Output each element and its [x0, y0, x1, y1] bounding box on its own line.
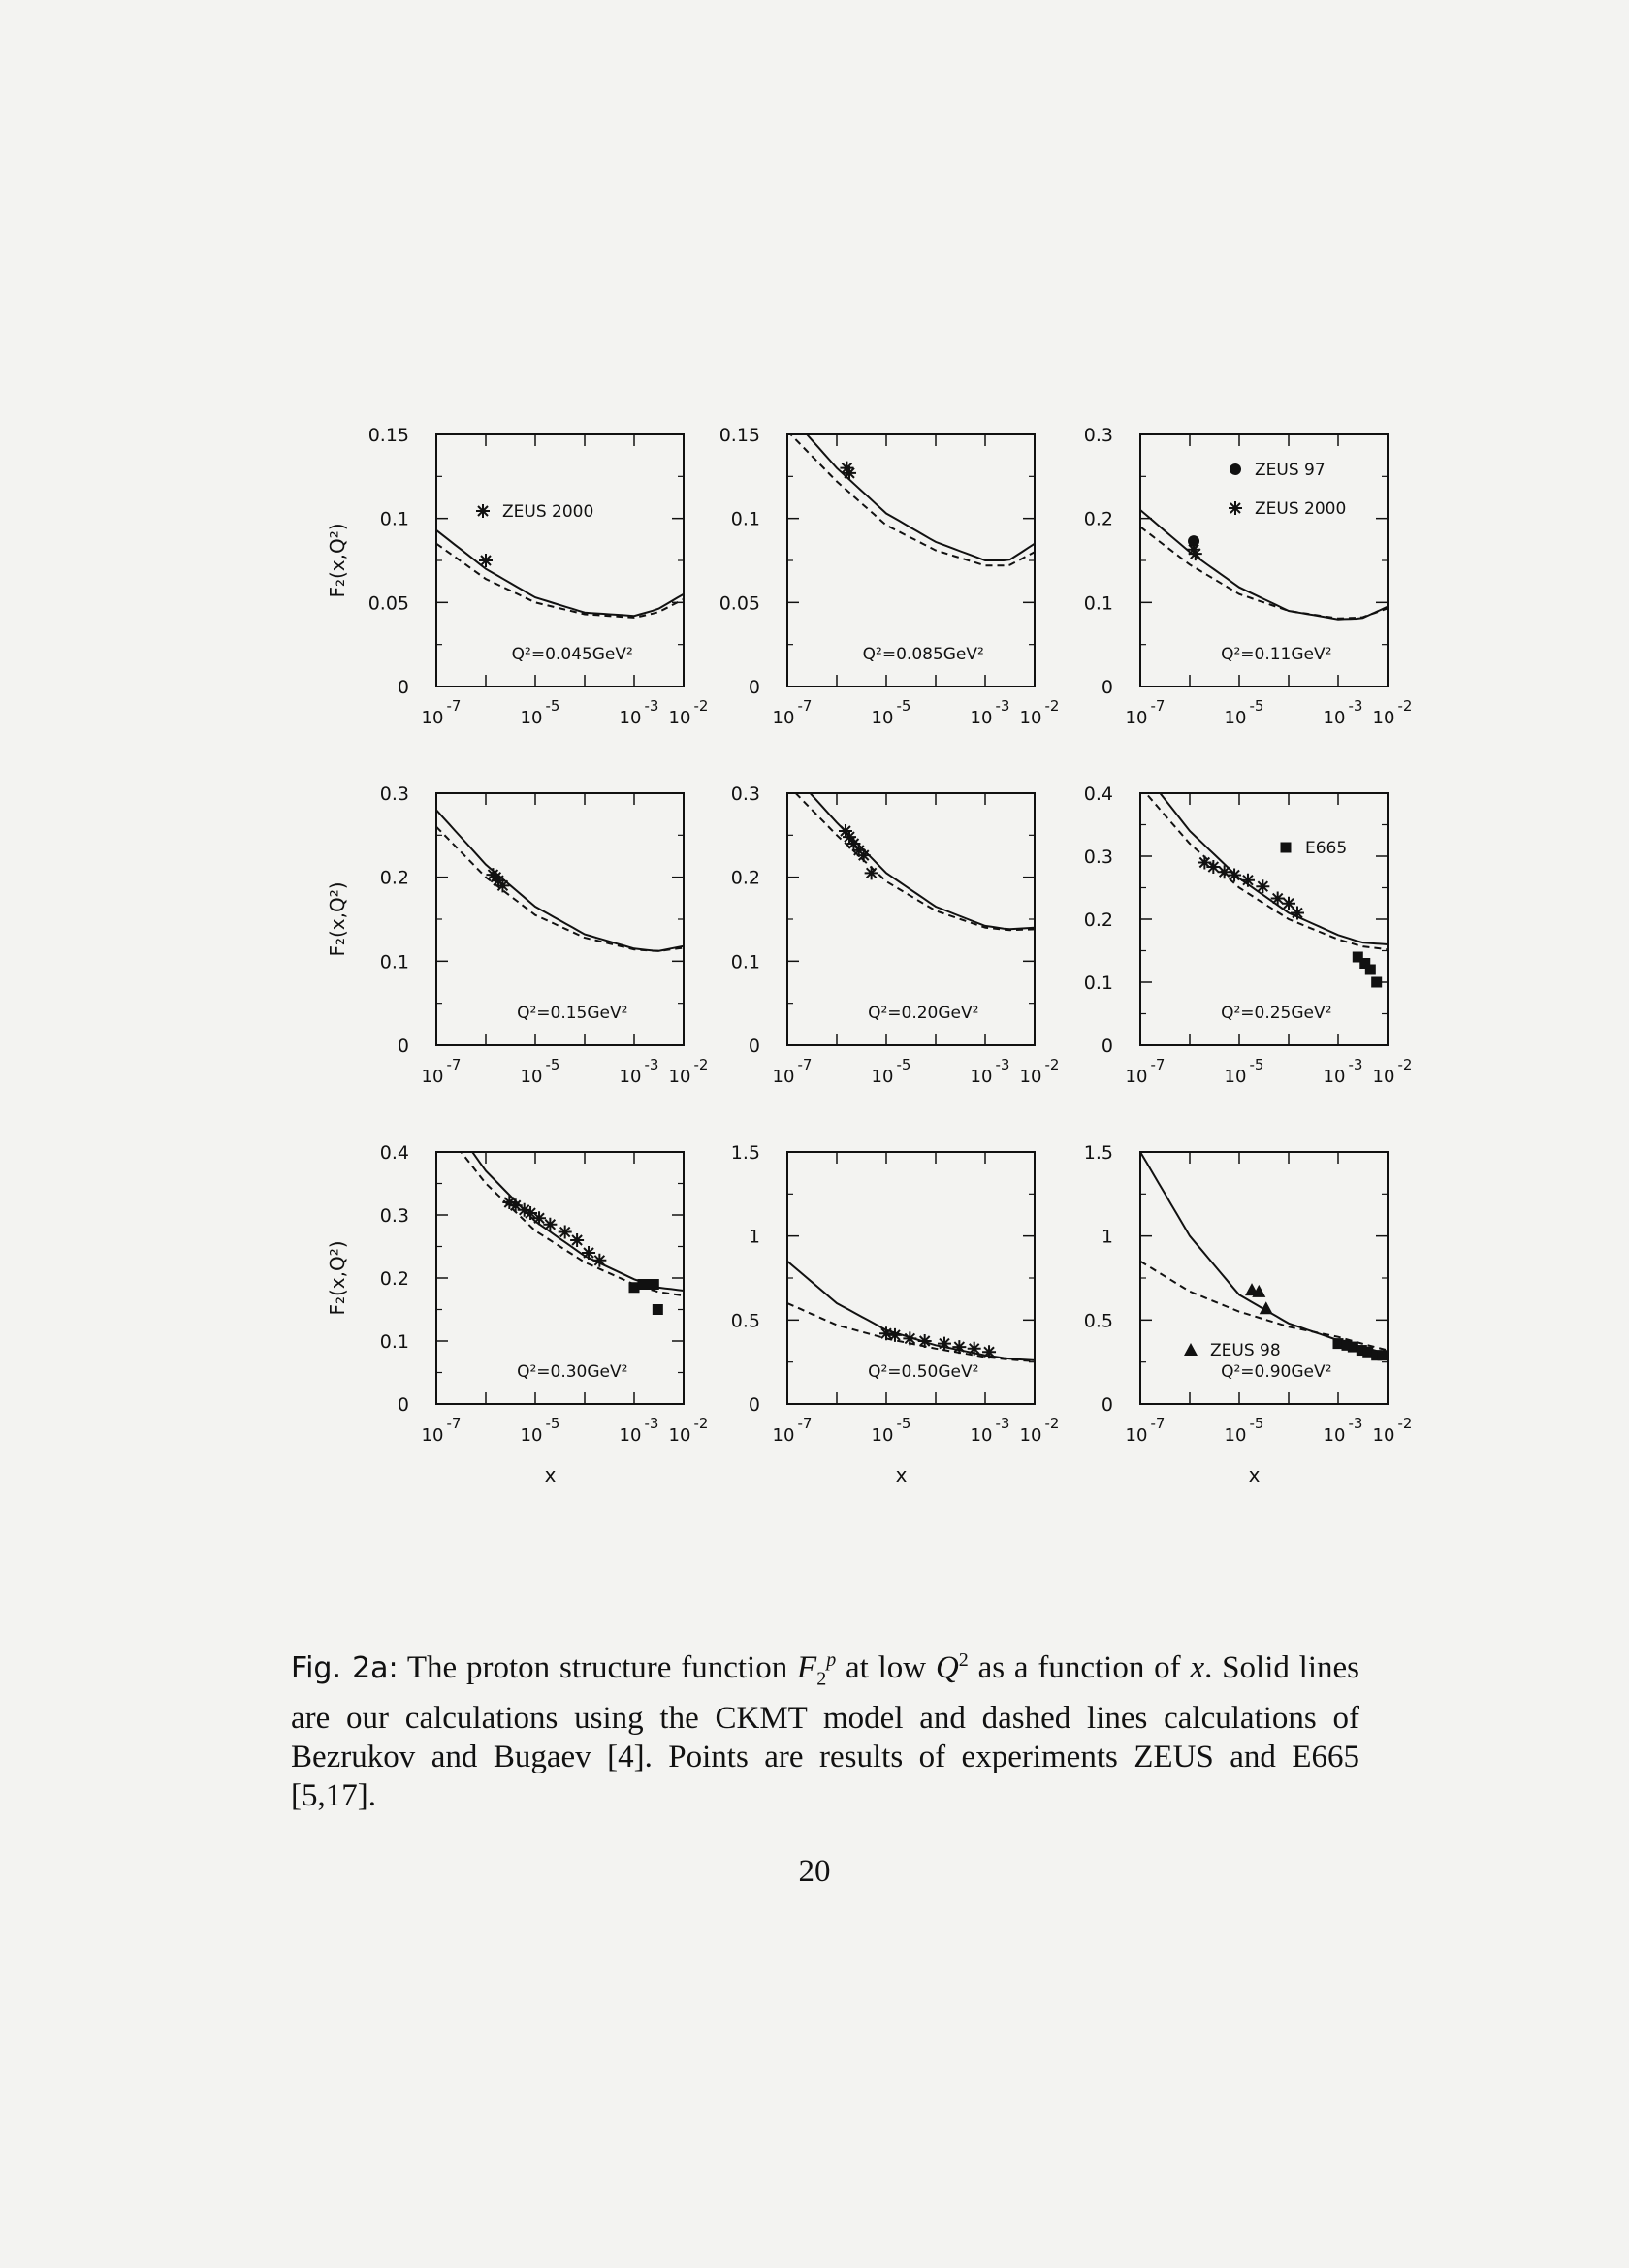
x-tick-label: 10 [1323, 1425, 1346, 1446]
x-tick-label: 10 [970, 708, 993, 728]
legend-marker [1281, 843, 1292, 853]
x-tick-label: 10 [1224, 708, 1247, 728]
y-tick-label: 0.1 [730, 508, 760, 530]
panel-6 [1084, 768, 1413, 1087]
legend-label: E665 [1305, 839, 1348, 858]
data-point [1241, 874, 1255, 887]
x-tick-exponent: -3 [644, 1056, 659, 1073]
x-tick-label: 10 [1224, 1067, 1247, 1087]
y-tick-label: 0.5 [730, 1310, 760, 1332]
x-tick-label: 10 [668, 1425, 691, 1446]
x-tick-label: 10 [1125, 1067, 1148, 1087]
x-tick-label: 10 [871, 708, 894, 728]
x-tick-exponent: -7 [446, 1056, 462, 1073]
panel-q2-label: Q²=0.30GeV² [517, 1362, 628, 1382]
y-tick-label: 0.4 [379, 1142, 409, 1164]
y-tick-label: 0.3 [379, 1205, 409, 1227]
data-point [592, 1254, 606, 1267]
x-tick-label: 10 [619, 1425, 642, 1446]
x-tick-exponent: -3 [995, 1056, 1010, 1073]
legend-label: ZEUS 97 [1255, 461, 1326, 480]
caption-symbol-q: Q [935, 1650, 959, 1685]
legend-marker [1230, 463, 1241, 475]
panel-q2-label: Q²=0.20GeV² [868, 1004, 979, 1023]
x-tick-label: 10 [421, 1425, 444, 1446]
x-tick-label: 10 [1019, 1425, 1042, 1446]
legend-marker [1184, 1343, 1198, 1356]
x-tick-exponent: -5 [1249, 697, 1264, 715]
x-tick-label: 10 [1323, 708, 1346, 728]
x-tick-exponent: -3 [1348, 1056, 1363, 1073]
y-tick-label: 0.1 [730, 951, 760, 974]
x-tick-label: 10 [1019, 708, 1042, 728]
panel-4 [326, 783, 708, 1087]
y-tick-label: 0.2 [1083, 508, 1113, 530]
x-tick-exponent: -2 [1397, 697, 1413, 715]
panel-q2-label: Q²=0.045GeV² [511, 645, 633, 664]
data-point [903, 1331, 916, 1345]
x-tick-label: 10 [1019, 1067, 1042, 1087]
legend-label: ZEUS 98 [1210, 1341, 1281, 1360]
y-axis-label: F₂(x,Q²) [326, 881, 349, 957]
x-tick-exponent: -7 [446, 1415, 462, 1432]
x-tick-label: 10 [871, 1067, 894, 1087]
x-tick-label: 10 [1372, 1425, 1395, 1446]
x-tick-exponent: -3 [995, 1415, 1010, 1432]
data-point [1256, 879, 1269, 893]
y-tick-label: 0.4 [1083, 783, 1113, 805]
caption-symbol-f-sub: 2 [816, 1668, 827, 1690]
x-tick-exponent: -2 [693, 697, 709, 715]
caption-symbol-f: F [797, 1650, 817, 1685]
x-tick-label: 10 [970, 1425, 993, 1446]
x-tick-exponent: -5 [896, 1056, 911, 1073]
data-point [559, 1226, 572, 1239]
y-tick-label: 0 [748, 677, 760, 698]
y-tick-label: 0.2 [730, 867, 760, 889]
x-tick-label: 10 [421, 1067, 444, 1087]
x-tick-exponent: -5 [896, 1415, 911, 1432]
data-point [982, 1345, 996, 1358]
x-tick-label: 10 [871, 1425, 894, 1446]
caption-symbol-q-sup: 2 [958, 1649, 969, 1671]
y-tick-label: 0 [1101, 1036, 1113, 1057]
legend-marker [476, 504, 490, 518]
x-tick-exponent: -5 [1249, 1415, 1264, 1432]
x-tick-exponent: -5 [545, 697, 560, 715]
y-tick-label: 1.5 [1083, 1142, 1113, 1164]
x-tick-exponent: -3 [644, 697, 659, 715]
y-tick-label: 0.2 [379, 867, 409, 889]
x-tick-exponent: -3 [995, 697, 1010, 715]
bezrukov-bugaev-curve [436, 544, 684, 618]
x-tick-label: 10 [1372, 708, 1395, 728]
data-point [857, 848, 871, 862]
ckmt-curve [1140, 768, 1388, 944]
y-tick-label: 0 [397, 1036, 409, 1057]
x-tick-exponent: -7 [1150, 1056, 1166, 1073]
x-axis-label: x [544, 1463, 557, 1486]
y-tick-label: 0.2 [1083, 910, 1113, 931]
x-axis-label: x [1248, 1463, 1261, 1486]
panel-3 [1084, 425, 1413, 728]
x-tick-label: 10 [619, 1067, 642, 1087]
data-point [888, 1328, 902, 1342]
x-tick-label: 10 [520, 1425, 543, 1446]
panel-q2-label: Q²=0.11GeV² [1221, 645, 1332, 664]
ckmt-curve [436, 1102, 684, 1291]
data-point [653, 1304, 663, 1315]
x-tick-exponent: -7 [797, 1415, 813, 1432]
caption-text-3: as a function of [977, 1650, 1181, 1685]
data-point [495, 878, 509, 892]
x-tick-exponent: -2 [693, 1056, 709, 1073]
y-tick-label: 0.15 [367, 425, 409, 446]
x-tick-exponent: -3 [1348, 1415, 1363, 1432]
data-point [1189, 547, 1202, 560]
data-point [968, 1342, 981, 1356]
caption-symbol-x: x [1190, 1650, 1205, 1685]
y-tick-label: 1 [748, 1226, 760, 1248]
panel-1 [326, 425, 708, 728]
plot-area [1140, 1152, 1389, 1360]
x-tick-label: 10 [970, 1067, 993, 1087]
x-tick-label: 10 [668, 708, 691, 728]
data-point [1378, 1350, 1389, 1360]
x-tick-label: 10 [619, 708, 642, 728]
y-tick-label: 0 [397, 1394, 409, 1416]
x-tick-exponent: -5 [896, 697, 911, 715]
data-point [543, 1218, 557, 1231]
legend-label: ZEUS 2000 [1255, 499, 1347, 519]
panel-q2-label: Q²=0.15GeV² [517, 1004, 628, 1023]
y-axis-label: F₂(x,Q²) [326, 1240, 349, 1316]
x-tick-label: 10 [772, 708, 795, 728]
ckmt-curve [436, 530, 684, 616]
x-tick-exponent: -2 [1044, 1056, 1060, 1073]
y-tick-label: 0.1 [379, 951, 409, 974]
x-tick-label: 10 [772, 1425, 795, 1446]
panel-q2-label: Q²=0.90GeV² [1221, 1362, 1332, 1382]
x-tick-exponent: -3 [1348, 697, 1363, 715]
data-point [1228, 869, 1241, 882]
x-tick-label: 10 [1372, 1067, 1395, 1087]
panel-7 [326, 1102, 708, 1486]
y-tick-label: 0.15 [719, 425, 760, 446]
x-tick-label: 10 [520, 1067, 543, 1087]
data-point [865, 866, 878, 879]
plot-area [436, 530, 684, 618]
bezrukov-bugaev-curve [1140, 787, 1388, 950]
plot-area [1140, 768, 1388, 988]
plot-area [787, 1262, 1035, 1361]
ckmt-curve [787, 1262, 1035, 1360]
data-point [1218, 865, 1231, 878]
x-tick-label: 10 [520, 708, 543, 728]
panel-8 [731, 1142, 1060, 1486]
y-tick-label: 0.2 [379, 1268, 409, 1290]
x-tick-exponent: -3 [644, 1415, 659, 1432]
data-point [918, 1334, 932, 1348]
x-tick-exponent: -5 [545, 1056, 560, 1073]
bezrukov-bugaev-curve [787, 1303, 1035, 1361]
x-tick-exponent: -2 [1044, 697, 1060, 715]
data-point [532, 1211, 546, 1225]
x-tick-exponent: -7 [1150, 697, 1166, 715]
y-tick-label: 0.3 [1083, 847, 1113, 868]
data-point [952, 1340, 966, 1354]
y-tick-label: 0.1 [1083, 592, 1113, 615]
x-tick-label: 10 [421, 708, 444, 728]
data-point [843, 466, 856, 480]
x-tick-exponent: -7 [797, 697, 813, 715]
data-point [649, 1279, 659, 1290]
x-tick-exponent: -2 [693, 1415, 709, 1432]
figure-label: Fig. 2a: [291, 1651, 399, 1685]
panel-5 [731, 768, 1060, 1087]
ckmt-curve [1140, 1152, 1388, 1354]
caption-symbol-f-sup: p [826, 1649, 837, 1671]
bezrukov-bugaev-curve [436, 827, 684, 951]
y-tick-label: 0 [1101, 677, 1113, 698]
x-tick-exponent: -2 [1044, 1415, 1060, 1432]
x-tick-exponent: -2 [1397, 1415, 1413, 1432]
y-tick-label: 0.3 [379, 783, 409, 805]
bezrukov-bugaev-curve [787, 784, 1035, 930]
data-point [1371, 977, 1382, 988]
y-tick-label: 0.5 [1083, 1310, 1113, 1332]
y-tick-label: 0.1 [1083, 973, 1113, 994]
x-tick-exponent: -5 [545, 1415, 560, 1432]
bezrukov-bugaev-curve [436, 1121, 684, 1296]
x-tick-exponent: -2 [1397, 1056, 1413, 1073]
data-point [1365, 965, 1376, 975]
y-tick-label: 1 [1101, 1226, 1113, 1248]
ckmt-curve [787, 768, 1035, 929]
page-number: 20 [798, 1854, 831, 1889]
caption-text-1: The proton structure function [406, 1650, 788, 1685]
y-tick-label: 0.05 [719, 592, 760, 615]
data-point [582, 1246, 595, 1260]
x-tick-label: 10 [668, 1067, 691, 1087]
y-tick-label: 0.3 [1083, 425, 1113, 446]
y-tick-label: 0.1 [379, 1331, 409, 1353]
legend-label: ZEUS 2000 [502, 502, 594, 522]
x-tick-label: 10 [1125, 1425, 1148, 1446]
data-point [938, 1337, 951, 1351]
figure-caption [291, 1641, 1359, 1815]
y-tick-label: 0 [1101, 1394, 1113, 1416]
caption-text-4: . Solid lines are our calculations using the CKMT model and dashed lines calculations of Bezrukov and Bugaev [4]. Points are results of experiments ZEUS and E665 [5,17]. [291, 1650, 1359, 1813]
y-tick-label: 0 [748, 1394, 760, 1416]
panel-9 [1084, 1142, 1413, 1486]
data-point [570, 1233, 584, 1247]
panel-q2-label: Q²=0.085GeV² [862, 645, 984, 664]
y-tick-label: 1.5 [730, 1142, 760, 1164]
y-tick-label: 0.1 [379, 508, 409, 530]
data-point [1291, 907, 1304, 920]
plot-area [436, 1102, 684, 1315]
panel-2 [719, 413, 1060, 729]
plot-area [787, 413, 1035, 566]
x-tick-exponent: -7 [446, 697, 462, 715]
panel-q2-label: Q²=0.25GeV² [1221, 1004, 1332, 1023]
plot-area [436, 810, 684, 951]
x-tick-exponent: -7 [1150, 1415, 1166, 1432]
plot-area [1140, 510, 1388, 620]
y-axis-label: F₂(x,Q²) [326, 523, 349, 598]
x-tick-label: 10 [1323, 1067, 1346, 1087]
y-tick-label: 0.3 [730, 783, 760, 805]
data-point [479, 554, 493, 567]
y-tick-label: 0 [397, 677, 409, 698]
x-axis-label: x [895, 1463, 908, 1486]
x-tick-label: 10 [1224, 1425, 1247, 1446]
x-tick-exponent: -7 [797, 1056, 813, 1073]
caption-text-2: at low [846, 1650, 927, 1685]
x-tick-label: 10 [1125, 708, 1148, 728]
ckmt-curve [436, 810, 684, 950]
legend-marker [1229, 501, 1242, 515]
x-tick-exponent: -5 [1249, 1056, 1264, 1073]
y-tick-label: 0 [748, 1036, 760, 1057]
bezrukov-bugaev-curve [787, 431, 1035, 566]
x-tick-label: 10 [772, 1067, 795, 1087]
y-tick-label: 0.05 [367, 592, 409, 615]
panel-q2-label: Q²=0.50GeV² [868, 1362, 979, 1382]
